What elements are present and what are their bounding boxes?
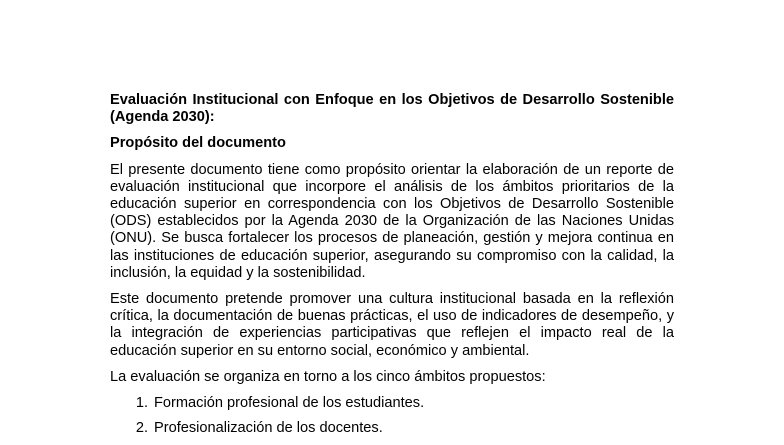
- list-item-text: Profesionalización de los docentes.: [154, 420, 383, 437]
- ambitos-list: [110, 395, 674, 437]
- list-item: [110, 420, 674, 437]
- paragraph-purpose: El presente documento tiene como propósito orientar la elaboración de un reporte de evaluación institucional que incorpore el análisis de los ámbitos prioritarios de la educación superior en correspondencia con los Objetivos de Desarrollo Sostenible (ODS) establecidos por la Agenda 2030 de la Organización de las Naciones Unidas (ONU). Se busca fortalecer los procesos de planeación, gestión y mejora continua en las instituciones de educación superior, asegurando su compromiso con la calidad, la inclusión, la equidad y la sostenibilidad.: [110, 161, 674, 281]
- list-item-number: 2.: [135, 420, 148, 437]
- list-item-number: 1.: [135, 395, 148, 412]
- document-title: Evaluación Institucional con Enfoque en los Objetivos de Desarrollo Sostenible (Agenda 2030):: [110, 92, 674, 126]
- list-item-text: Formación profesional de los estudiantes.: [154, 395, 425, 412]
- section-heading: Propósito del documento: [110, 135, 286, 152]
- paragraph-culture: Este documento pretende promover una cultura institucional basada en la reflexión crítica, la documentación de buenas prácticas, el uso de indicadores de desempeño, y la integración de experiencias participativas que reflejen el impacto real de la educación superior en su entorno social, económico y ambiental.: [110, 291, 674, 359]
- document-page: [110, 92, 674, 445]
- list-item: [110, 395, 674, 412]
- paragraph-organization: La evaluación se organiza en torno a los cinco ámbitos propuestos:: [110, 368, 546, 385]
